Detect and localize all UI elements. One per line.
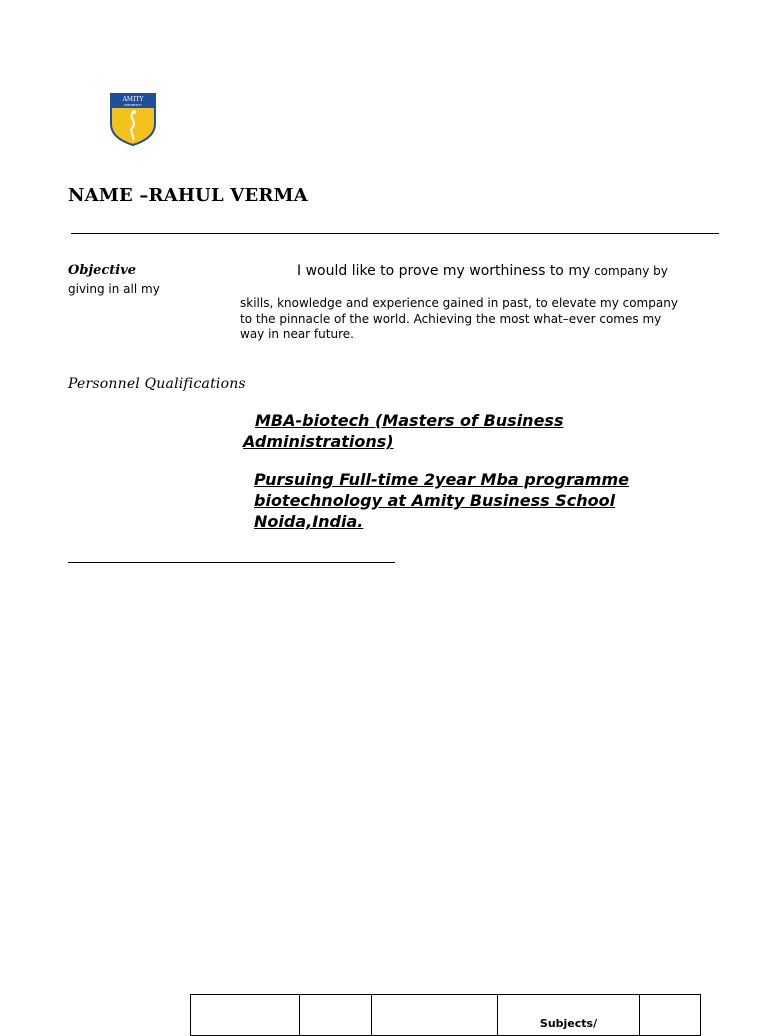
qualifications-table	[190, 994, 701, 1036]
table-cell	[372, 995, 498, 1036]
degree-line: MBA-biotech (Masters of Business	[255, 411, 564, 430]
pursuing-text	[254, 469, 629, 532]
table-cell	[640, 995, 701, 1036]
pursuing-line: Pursuing Full-time 2year Mba programme	[254, 470, 629, 489]
table-header-row	[191, 995, 701, 1036]
pursuing-line: biotechnology at Amity Business School	[254, 491, 616, 510]
table-cell: Subjects/	[498, 995, 640, 1036]
logo-text: AMITY	[122, 96, 144, 103]
qualifications-label: Personnel Qualifications	[68, 376, 246, 392]
degree-line: Administrations)	[243, 432, 394, 451]
objective-line: to the pinnacle of the world. Achieving the most what–ever comes my	[240, 311, 662, 326]
pursuing-line: Noida,India.	[254, 512, 364, 531]
table-cell	[191, 995, 300, 1036]
objective-lead-small: company by	[590, 264, 668, 278]
objective-line: way in near future.	[240, 327, 354, 341]
amity-logo	[108, 90, 158, 146]
section-divider	[68, 562, 395, 563]
objective-body	[240, 296, 710, 343]
logo-subtext: UNIVERSITY	[124, 103, 142, 107]
objective-lead	[297, 263, 668, 279]
objective-lead-main: I would like to prove my worthiness to my	[297, 263, 591, 279]
header-divider	[71, 233, 719, 234]
candidate-name: NAME –RAHUL VERMA	[68, 185, 308, 206]
table-cell	[300, 995, 372, 1036]
objective-label: Objective	[68, 263, 137, 278]
objective-continuation: giving in all my	[68, 282, 160, 296]
objective-line: skills, knowledge and experience gained in past, to elevate my company	[240, 296, 678, 310]
